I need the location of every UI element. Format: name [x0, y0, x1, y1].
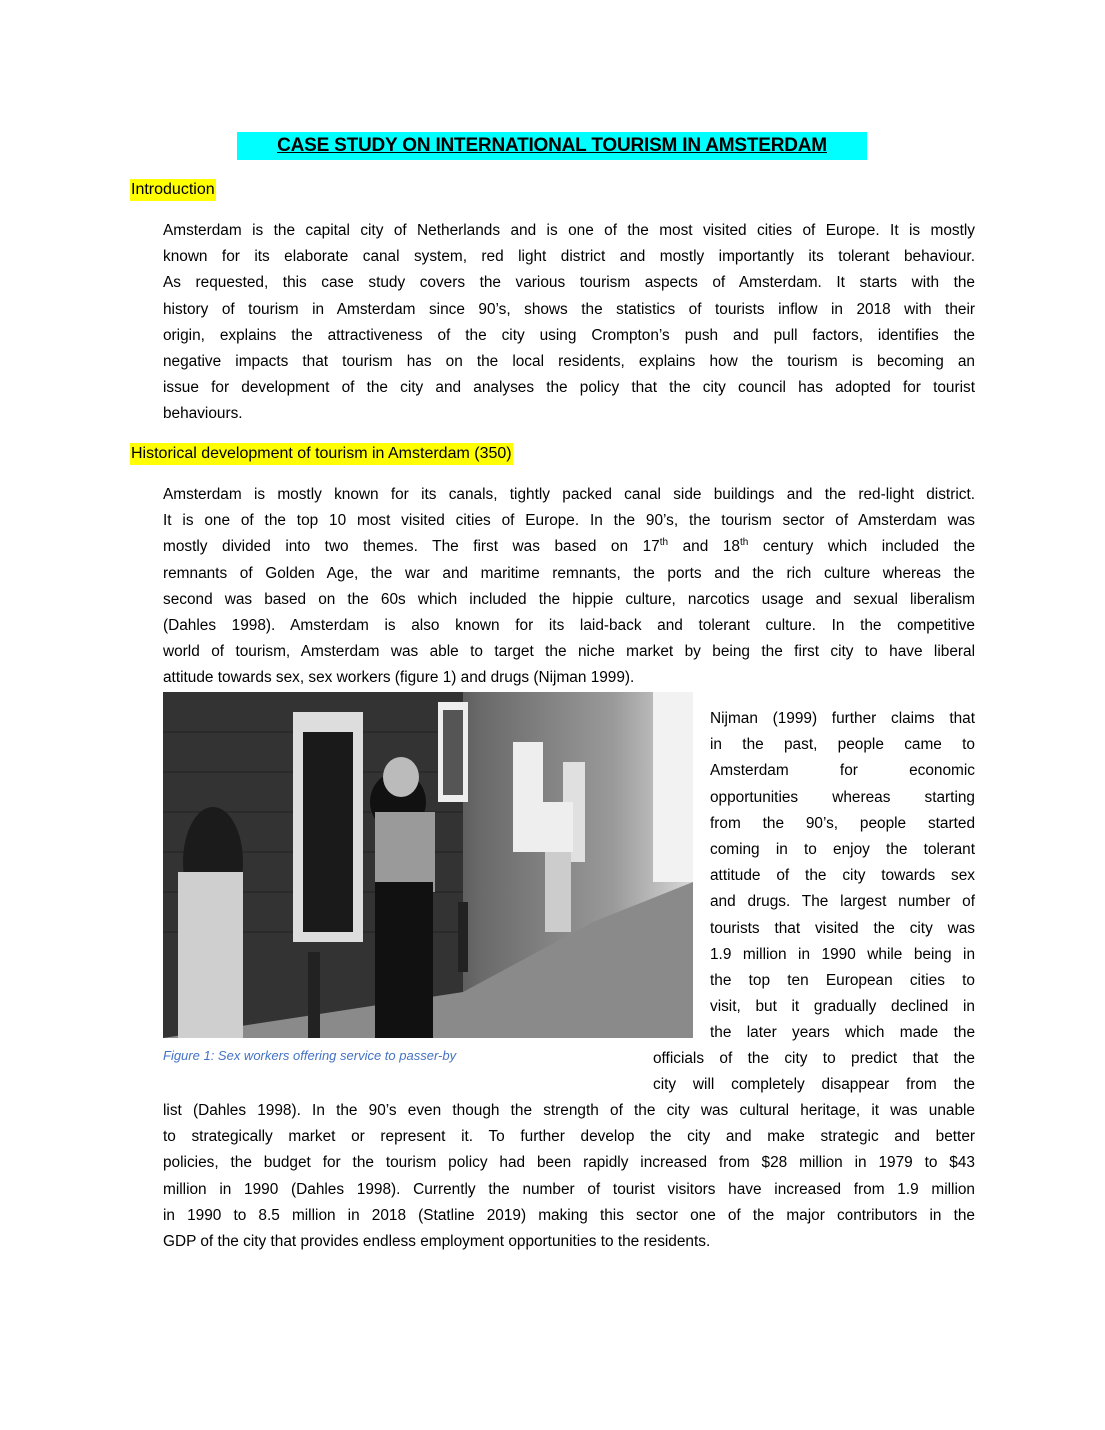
- text-line: and drugs. The largest number of: [710, 893, 975, 911]
- text-line: list (Dahles 1998). In the 90’s even though the strength of the city was cultural heritage, it was unable: [163, 1102, 975, 1119]
- wrapped-text-beside-figure: [710, 706, 975, 1046]
- text-line: from the 90’s, people started: [710, 814, 975, 832]
- text-line: million in 1990 (Dahles 1998). Currently the number of tourist visitors have increased from 1.9 million: [163, 1180, 975, 1198]
- text-line: remnants of Golden Age, the war and maritime remnants, the ports and the rich culture whereas the: [163, 564, 975, 582]
- text-line: [163, 534, 975, 560]
- text-line: officials of the city to predict that the: [653, 1050, 975, 1067]
- historical-paragraph: [163, 482, 975, 692]
- text-line: (Dahles 1998). Amsterdam is also known for its laid-back and tolerant culture. In the competitive: [163, 616, 975, 634]
- text-line: second was based on the 60s which included the hippie culture, narcotics usage and sexual liberalism: [163, 590, 975, 608]
- superscript: th: [739, 537, 749, 549]
- text-line: Amsterdam for economic: [710, 762, 975, 780]
- text-line: 1.9 million in 1990 while being in: [710, 945, 975, 963]
- text-line: the later years which made the: [710, 1024, 975, 1042]
- text-line: negative impacts that tourism has on the local residents, explains how the tourism is becoming an: [163, 352, 975, 370]
- document-title: CASE STUDY ON INTERNATIONAL TOURISM IN AMSTERDAM: [237, 132, 867, 160]
- text-line: visit, but it gradually declined in: [710, 998, 975, 1016]
- text-line: in 1990 to 8.5 million in 2018 (Statline 2019) making this sector one of the major contributors in the: [163, 1206, 975, 1224]
- historical-paragraph-continued: [163, 1098, 975, 1255]
- figure-caption: Figure 1: Sex workers offering service to passer-by: [163, 1048, 457, 1063]
- text-line: behaviours.: [163, 405, 243, 423]
- street-scene-image: [163, 692, 693, 1038]
- text-line: the top ten European cities to: [710, 971, 975, 989]
- text-line: attitude towards sex, sex workers (figure 1) and drugs (Nijman 1999).: [163, 669, 635, 687]
- text-line: attitude of the city towards sex: [710, 867, 975, 885]
- heading-introduction: Introduction: [130, 179, 216, 201]
- text-line: world of tourism, Amsterdam was able to target the niche market by being the first city to have liberal: [163, 643, 975, 661]
- wrapped-text-below-figure: [653, 1046, 975, 1098]
- text-line: known for its elaborate canal system, red light district and mostly importantly its tolerant behaviour.: [163, 248, 975, 266]
- text-line: GDP of the city that provides endless employment opportunities to the residents.: [163, 1232, 711, 1250]
- superscript: th: [659, 537, 669, 549]
- heading-historical-development: Historical development of tourism in Amsterdam (350): [130, 443, 513, 465]
- text-line: to strategically market or represent it. To further develop the city and make strategic and better: [163, 1128, 975, 1146]
- figure-1-photo: [163, 692, 693, 1038]
- text-segment: and 18: [668, 538, 740, 556]
- text-line: coming in to enjoy the tolerant: [710, 840, 975, 858]
- text-line: Amsterdam is the capital city of Netherlands and is one of the most visited cities of Europe. It is mostly: [163, 222, 975, 239]
- text-line: tourists that visited the city was: [710, 919, 975, 937]
- text-line: As requested, this case study covers the various tourism aspects of Amsterdam. It starts with the: [163, 274, 975, 292]
- text-line: It is one of the top 10 most visited cities of Europe. In the 90’s, the tourism sector of Amsterdam was: [163, 512, 975, 530]
- text-line: issue for development of the city and analyses the policy that the city council has adopted for tourist: [163, 379, 975, 397]
- text-segment: century which included the: [748, 538, 975, 556]
- text-line: Nijman (1999) further claims that: [710, 710, 975, 727]
- introduction-paragraph: [163, 218, 975, 428]
- text-line: history of tourism in Amsterdam since 90’s, shows the statistics of tourists inflow in 2018 with their: [163, 300, 975, 318]
- text-segment: mostly divided into two themes. The first was based on 17: [163, 538, 660, 556]
- text-line: in the past, people came to: [710, 736, 975, 754]
- text-line: city will completely disappear from the: [653, 1076, 975, 1094]
- text-line: opportunities whereas starting: [710, 788, 975, 806]
- text-line: policies, the budget for the tourism policy had been rapidly increased from $28 million in 1979 to $43: [163, 1154, 975, 1172]
- text-line: origin, explains the attractiveness of the city using Crompton’s push and pull factors, identifies the: [163, 326, 975, 344]
- text-line: Amsterdam is mostly known for its canals, tightly packed canal side buildings and the red-light district.: [163, 486, 975, 503]
